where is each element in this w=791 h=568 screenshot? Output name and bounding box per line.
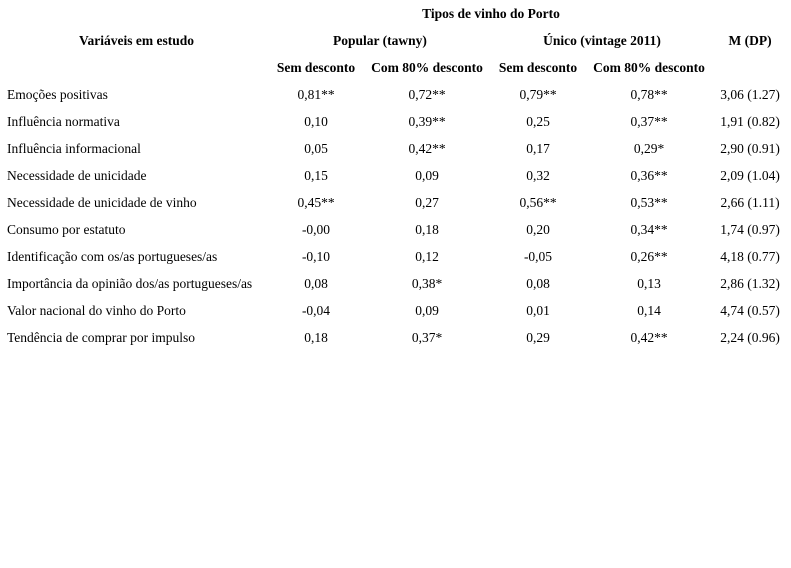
- correlation-cell: 0,25: [526, 113, 550, 129]
- correlation-cell: 0,05: [304, 140, 328, 156]
- correlation-cell: 0,42**: [630, 329, 668, 345]
- correlation-cell: 0,29: [526, 329, 550, 345]
- row-label: Emoções positivas: [7, 86, 108, 102]
- correlation-cell: 0,08: [526, 275, 550, 291]
- correlation-cell: 0,27: [415, 194, 439, 210]
- table-title: Tipos de vinho do Porto: [422, 5, 560, 21]
- group-header-unico: Único (vintage 2011): [543, 32, 661, 48]
- table-row: [4, 189, 787, 216]
- table-header: [4, 0, 787, 81]
- mean-sd-cell: 2,66 (1.11): [720, 194, 780, 210]
- variable-header: Variáveis em estudo: [79, 32, 194, 48]
- title-row: [4, 0, 787, 27]
- subheader-popular-com-desconto: Com 80% desconto: [371, 59, 483, 75]
- mean-sd-cell: 3,06 (1.27): [720, 86, 780, 102]
- row-label: Influência informacional: [7, 140, 141, 156]
- row-label: Tendência de comprar por impulso: [7, 329, 195, 345]
- table-row: [4, 216, 787, 243]
- correlation-cell: 0,78**: [630, 86, 668, 102]
- correlation-cell: 0,79**: [519, 86, 557, 102]
- correlation-cell: 0,17: [526, 140, 550, 156]
- correlation-cell: 0,12: [415, 248, 439, 264]
- mean-sd-cell: 4,74 (0.57): [720, 302, 780, 318]
- table-row: [4, 324, 787, 351]
- correlation-cell: 0,20: [526, 221, 550, 237]
- table-row: [4, 162, 787, 189]
- correlation-cell: 0,14: [637, 302, 661, 318]
- table-row: [4, 135, 787, 162]
- mean-sd-cell: 2,90 (0.91): [720, 140, 780, 156]
- row-label: Necessidade de unicidade de vinho: [7, 194, 197, 210]
- mean-sd-cell: 2,09 (1.04): [720, 167, 780, 183]
- correlation-table: [4, 0, 787, 351]
- correlation-cell: 0,01: [526, 302, 550, 318]
- table-row: [4, 270, 787, 297]
- mean-sd-cell: 1,91 (0.82): [720, 113, 780, 129]
- correlation-cell: 0,13: [637, 275, 661, 291]
- correlation-cell: 0,45**: [297, 194, 335, 210]
- correlation-cell: 0,72**: [408, 86, 446, 102]
- correlation-cell: 0,42**: [408, 140, 446, 156]
- mean-sd-cell: 1,74 (0.97): [720, 221, 780, 237]
- mean-sd-cell: 2,24 (0.96): [720, 329, 780, 345]
- correlation-cell: -0,10: [301, 248, 331, 264]
- correlation-cell: -0,04: [301, 302, 331, 318]
- correlation-cell: 0,56**: [519, 194, 557, 210]
- correlation-cell: 0,08: [304, 275, 328, 291]
- correlation-cell: 0,36**: [630, 167, 668, 183]
- correlation-cell: 0,53**: [630, 194, 668, 210]
- correlation-cell: -0,00: [301, 221, 331, 237]
- subheader-unico-sem-desconto: Sem desconto: [498, 59, 578, 75]
- correlation-cell: 0,81**: [297, 86, 335, 102]
- subheader-row: [4, 54, 787, 81]
- correlation-cell: 0,37**: [630, 113, 668, 129]
- correlation-cell: 0,39**: [408, 113, 446, 129]
- table-row: [4, 297, 787, 324]
- row-label: Valor nacional do vinho do Porto: [7, 302, 186, 318]
- table-row: [4, 81, 787, 108]
- mean-sd-cell: 4,18 (0.77): [720, 248, 780, 264]
- correlation-cell: 0,26**: [630, 248, 668, 264]
- table-body: [4, 81, 787, 351]
- correlation-cell: 0,10: [304, 113, 328, 129]
- correlation-cell: 0,29*: [633, 140, 665, 156]
- subheader-unico-com-desconto: Com 80% desconto: [593, 59, 705, 75]
- correlation-cell: 0,09: [415, 302, 439, 318]
- correlation-cell: 0,34**: [630, 221, 668, 237]
- correlation-cell: 0,37*: [411, 329, 443, 345]
- correlation-cell: 0,15: [304, 167, 328, 183]
- mdp-header: M (DP): [728, 32, 772, 48]
- subheader-popular-sem-desconto: Sem desconto: [276, 59, 356, 75]
- row-label: Consumo por estatuto: [7, 221, 126, 237]
- row-label: Influência normativa: [7, 113, 120, 129]
- correlation-cell: 0,18: [415, 221, 439, 237]
- correlation-cell: 0,09: [415, 167, 439, 183]
- correlation-cell: 0,18: [304, 329, 328, 345]
- correlation-cell: -0,05: [523, 248, 553, 264]
- mean-sd-cell: 2,86 (1.32): [720, 275, 780, 291]
- correlation-cell: 0,38*: [411, 275, 443, 291]
- correlation-cell: 0,32: [526, 167, 550, 183]
- row-label: Identificação com os/as portugueses/as: [7, 248, 218, 264]
- table-row: [4, 243, 787, 270]
- row-label: Necessidade de unicidade: [7, 167, 147, 183]
- group-header-popular: Popular (tawny): [333, 32, 427, 48]
- table-row: [4, 108, 787, 135]
- group-header-row: [4, 27, 787, 54]
- row-label: Importância da opinião dos/as portugueses/as: [7, 275, 253, 291]
